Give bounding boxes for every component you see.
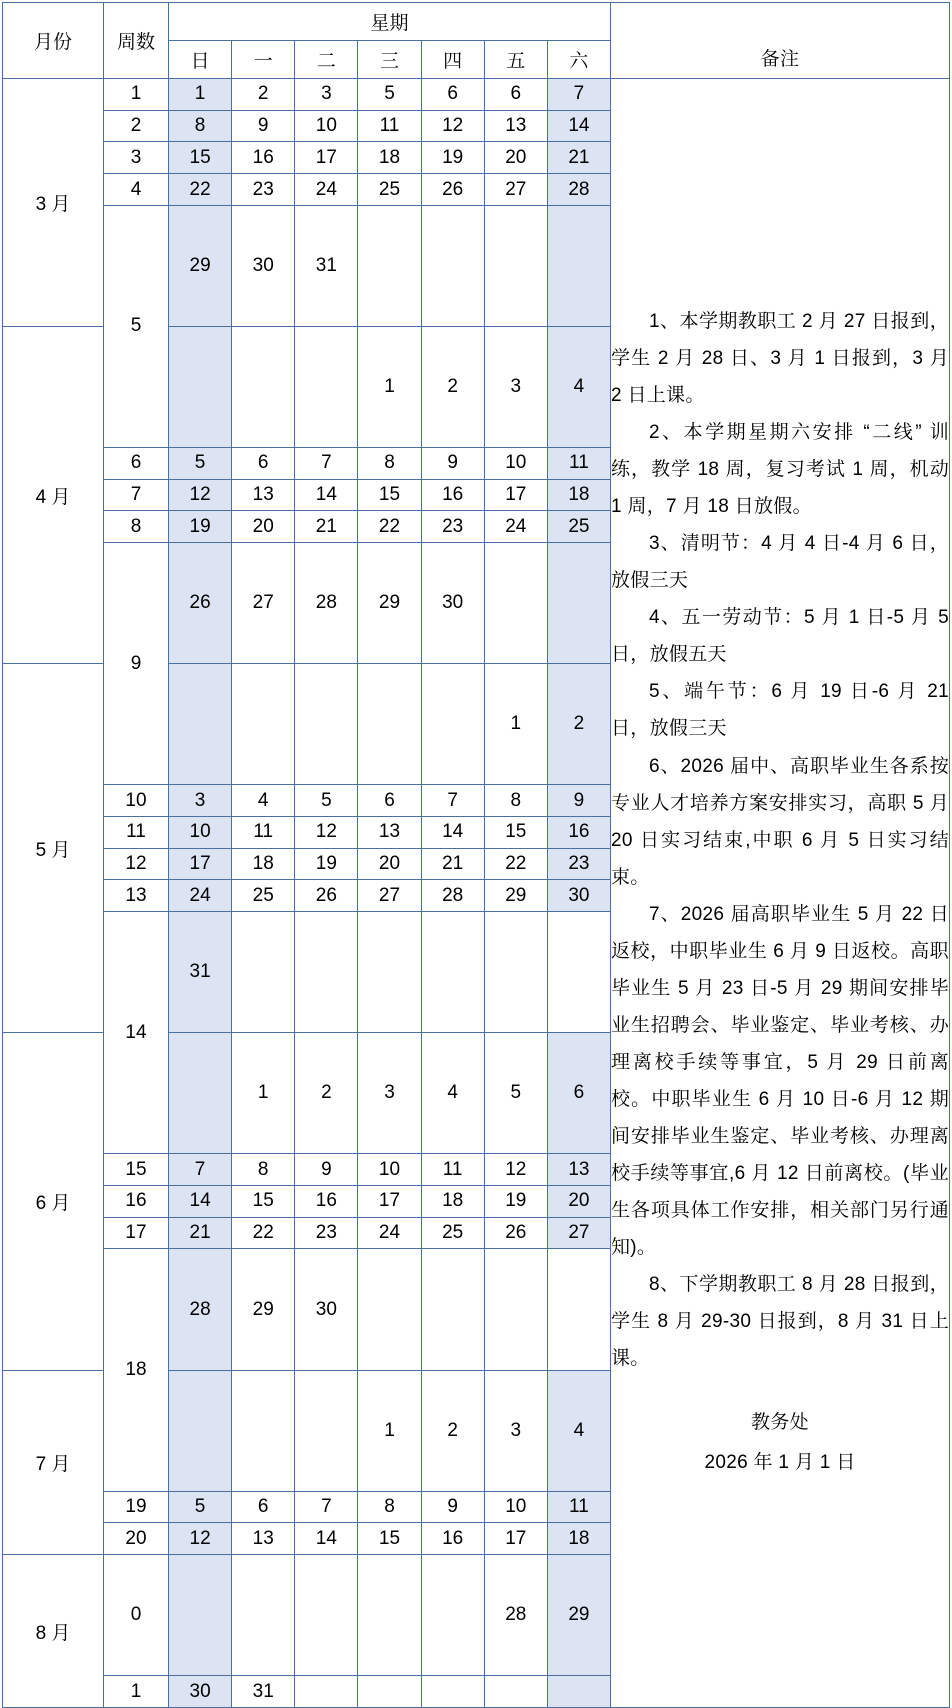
- day-cell: [421, 1249, 484, 1370]
- week-number-cell: 15: [104, 1154, 169, 1186]
- day-cell: 18: [232, 848, 295, 880]
- header-week-number: 周数: [104, 3, 169, 79]
- week-number-cell: 8: [104, 511, 169, 543]
- day-cell: 5: [169, 448, 232, 480]
- day-cell: 10: [484, 1491, 547, 1523]
- day-cell: 28: [484, 1555, 547, 1676]
- day-cell: 9: [421, 448, 484, 480]
- day-cell: 15: [232, 1186, 295, 1218]
- remark-item: 8、下学期教职工 8 月 28 日报到，学生 8 月 29-30 日报到，8 月 31 日上课。: [611, 1274, 949, 1370]
- day-cell: [295, 664, 358, 785]
- day-cell: 16: [421, 479, 484, 511]
- week-number-cell: 19: [104, 1491, 169, 1523]
- day-cell: 26: [169, 543, 232, 664]
- day-cell: 12: [169, 479, 232, 511]
- day-cell: 3: [295, 79, 358, 111]
- week-number-cell: 20: [104, 1523, 169, 1555]
- week-number-cell: 7: [104, 479, 169, 511]
- day-cell: [421, 1676, 484, 1708]
- day-cell: 2: [421, 1370, 484, 1491]
- day-cell: 24: [484, 511, 547, 543]
- day-cell: [484, 543, 547, 664]
- week-number-cell: 13: [104, 880, 169, 912]
- day-cell: 23: [295, 1217, 358, 1249]
- day-cell: 31: [169, 912, 232, 1033]
- day-cell: 18: [421, 1186, 484, 1218]
- week-number-cell: 18: [104, 1249, 169, 1491]
- day-cell: [295, 1555, 358, 1676]
- day-cell: 25: [547, 511, 610, 543]
- signature-block: [611, 1403, 949, 1483]
- day-cell: [547, 912, 610, 1033]
- day-cell: 17: [169, 848, 232, 880]
- day-cell: 13: [358, 817, 421, 849]
- calendar-row: [3, 79, 950, 111]
- day-cell: [547, 543, 610, 664]
- day-cell: 8: [484, 785, 547, 817]
- day-cell: 7: [295, 1491, 358, 1523]
- day-cell: 14: [169, 1186, 232, 1218]
- day-cell: 24: [169, 880, 232, 912]
- day-cell: 5: [358, 79, 421, 111]
- day-cell: 21: [295, 511, 358, 543]
- day-cell: [169, 1370, 232, 1491]
- remark-item: 3、清明节：4 月 4 日-4 月 6 日，放假三天: [611, 533, 949, 592]
- day-cell: 13: [547, 1154, 610, 1186]
- day-cell: 26: [421, 174, 484, 206]
- day-cell: 8: [232, 1154, 295, 1186]
- day-cell: 6: [232, 1491, 295, 1523]
- day-cell: [169, 664, 232, 785]
- day-cell: [232, 664, 295, 785]
- day-cell: 9: [421, 1491, 484, 1523]
- day-cell: 28: [169, 1249, 232, 1370]
- day-cell: 24: [295, 174, 358, 206]
- day-cell: [358, 1676, 421, 1708]
- day-cell: 15: [358, 1523, 421, 1555]
- week-number-cell: 12: [104, 848, 169, 880]
- week-number-cell: 3: [104, 142, 169, 174]
- day-cell: 12: [484, 1154, 547, 1186]
- day-cell: 29: [169, 205, 232, 326]
- day-cell: 2: [232, 79, 295, 111]
- remark-item: 6、2026 届中、高职毕业生各系按专业人才培养方案安排实习，高职 5 月 20 日实习结束,中职 6 月 5 日实习结束。: [611, 755, 949, 888]
- day-cell: 10: [358, 1154, 421, 1186]
- week-number-cell: 2: [104, 110, 169, 142]
- day-cell: [358, 912, 421, 1033]
- day-cell: 14: [421, 817, 484, 849]
- day-cell: 27: [484, 174, 547, 206]
- day-cell: 10: [295, 110, 358, 142]
- header-weekday-tue: 二: [295, 41, 358, 79]
- day-cell: 14: [295, 1523, 358, 1555]
- day-cell: 13: [232, 1523, 295, 1555]
- day-cell: [484, 205, 547, 326]
- day-cell: 19: [169, 511, 232, 543]
- day-cell: 26: [484, 1217, 547, 1249]
- day-cell: 7: [421, 785, 484, 817]
- day-cell: [232, 1370, 295, 1491]
- day-cell: 1: [232, 1033, 295, 1154]
- month-cell-1: 3 月: [3, 79, 104, 327]
- remark-item: 2、本学期星期六安排 “二线” 训练，教学 18 周，复习考试 1 周，机动 1 周，7 月 18 日放假。: [611, 422, 949, 518]
- day-cell: 28: [547, 174, 610, 206]
- day-cell: 30: [295, 1249, 358, 1370]
- day-cell: 8: [358, 448, 421, 480]
- day-cell: [547, 205, 610, 326]
- day-cell: 28: [421, 880, 484, 912]
- day-cell: [295, 1676, 358, 1708]
- day-cell: 19: [295, 848, 358, 880]
- day-cell: [295, 326, 358, 447]
- day-cell: 6: [547, 1033, 610, 1154]
- day-cell: 4: [421, 1033, 484, 1154]
- day-cell: 12: [421, 110, 484, 142]
- signature-office: 教务处: [751, 1412, 809, 1434]
- header-weekday-wed: 三: [358, 41, 421, 79]
- day-cell: 17: [358, 1186, 421, 1218]
- remark-item: 5、端午节：6 月 19 日-6 月 21 日，放假三天: [611, 681, 949, 740]
- day-cell: [358, 1249, 421, 1370]
- day-cell: 16: [547, 817, 610, 849]
- day-cell: 12: [169, 1523, 232, 1555]
- day-cell: 2: [295, 1033, 358, 1154]
- header-remark: 备注: [611, 3, 950, 79]
- day-cell: 3: [484, 1370, 547, 1491]
- header-weekday-group: 星期: [169, 3, 611, 41]
- table-header: [3, 3, 950, 79]
- week-number-cell: 0: [104, 1555, 169, 1676]
- day-cell: 22: [484, 848, 547, 880]
- day-cell: 28: [295, 543, 358, 664]
- header-weekday-sun: 日: [169, 41, 232, 79]
- day-cell: 6: [358, 785, 421, 817]
- day-cell: 10: [484, 448, 547, 480]
- day-cell: 11: [358, 110, 421, 142]
- day-cell: 7: [295, 448, 358, 480]
- week-number-cell: 10: [104, 785, 169, 817]
- remarks-cell: [611, 79, 950, 1708]
- day-cell: 1: [169, 79, 232, 111]
- day-cell: 5: [484, 1033, 547, 1154]
- day-cell: 29: [232, 1249, 295, 1370]
- day-cell: 22: [358, 511, 421, 543]
- day-cell: 7: [169, 1154, 232, 1186]
- day-cell: 19: [484, 1186, 547, 1218]
- day-cell: 11: [421, 1154, 484, 1186]
- day-cell: 23: [421, 511, 484, 543]
- week-number-cell: 16: [104, 1186, 169, 1218]
- day-cell: 17: [295, 142, 358, 174]
- day-cell: 3: [484, 326, 547, 447]
- day-cell: [232, 912, 295, 1033]
- day-cell: 30: [547, 880, 610, 912]
- header-month: 月份: [3, 3, 104, 79]
- signature-date: 2026 年 1 月 1 日: [704, 1452, 856, 1474]
- day-cell: 13: [484, 110, 547, 142]
- day-cell: [232, 1555, 295, 1676]
- day-cell: 21: [547, 142, 610, 174]
- day-cell: 26: [295, 880, 358, 912]
- day-cell: 3: [169, 785, 232, 817]
- day-cell: 21: [421, 848, 484, 880]
- day-cell: 1: [484, 664, 547, 785]
- day-cell: 16: [421, 1523, 484, 1555]
- day-cell: 2: [547, 664, 610, 785]
- week-number-cell: 9: [104, 543, 169, 785]
- day-cell: 14: [547, 110, 610, 142]
- day-cell: 6: [421, 79, 484, 111]
- day-cell: 25: [421, 1217, 484, 1249]
- day-cell: [421, 1555, 484, 1676]
- day-cell: 9: [547, 785, 610, 817]
- day-cell: 16: [232, 142, 295, 174]
- day-cell: 15: [169, 142, 232, 174]
- day-cell: 18: [547, 1523, 610, 1555]
- week-number-cell: 17: [104, 1217, 169, 1249]
- header-weekday-thu: 四: [421, 41, 484, 79]
- day-cell: 14: [295, 479, 358, 511]
- day-cell: 23: [232, 174, 295, 206]
- day-cell: 4: [547, 1370, 610, 1491]
- day-cell: [232, 326, 295, 447]
- header-weekday-mon: 一: [232, 41, 295, 79]
- day-cell: 18: [358, 142, 421, 174]
- day-cell: [547, 1676, 610, 1708]
- day-cell: 23: [547, 848, 610, 880]
- day-cell: [484, 912, 547, 1033]
- day-cell: 27: [358, 880, 421, 912]
- day-cell: 12: [295, 817, 358, 849]
- month-cell-4: 6 月: [3, 1033, 104, 1370]
- day-cell: [421, 664, 484, 785]
- day-cell: 6: [484, 79, 547, 111]
- day-cell: 20: [484, 142, 547, 174]
- day-cell: 1: [358, 1370, 421, 1491]
- day-cell: 8: [169, 110, 232, 142]
- academic-calendar-table: [2, 2, 950, 1708]
- week-number-cell: 5: [104, 205, 169, 447]
- day-cell: 15: [358, 479, 421, 511]
- day-cell: 17: [484, 1523, 547, 1555]
- week-number-cell: 4: [104, 174, 169, 206]
- day-cell: 18: [547, 479, 610, 511]
- day-cell: [421, 205, 484, 326]
- day-cell: 19: [421, 142, 484, 174]
- day-cell: 13: [232, 479, 295, 511]
- day-cell: 21: [169, 1217, 232, 1249]
- day-cell: 7: [547, 79, 610, 111]
- header-row-1: [3, 3, 950, 41]
- day-cell: 20: [232, 511, 295, 543]
- day-cell: 5: [295, 785, 358, 817]
- day-cell: [484, 1249, 547, 1370]
- day-cell: 29: [358, 543, 421, 664]
- day-cell: [358, 664, 421, 785]
- day-cell: [547, 1249, 610, 1370]
- day-cell: 27: [547, 1217, 610, 1249]
- day-cell: [169, 326, 232, 447]
- day-cell: 17: [484, 479, 547, 511]
- day-cell: [169, 1033, 232, 1154]
- day-cell: 25: [232, 880, 295, 912]
- day-cell: 22: [169, 174, 232, 206]
- day-cell: 10: [169, 817, 232, 849]
- day-cell: [421, 912, 484, 1033]
- day-cell: 31: [295, 205, 358, 326]
- remark-item: 1、本学期教职工 2 月 27 日报到，学生 2 月 28 日、3 月 1 日报到，3 月 2 日上课。: [611, 310, 949, 407]
- day-cell: 11: [232, 817, 295, 849]
- day-cell: 31: [232, 1676, 295, 1708]
- day-cell: 8: [358, 1491, 421, 1523]
- day-cell: [295, 912, 358, 1033]
- day-cell: 30: [232, 205, 295, 326]
- header-weekday-sat: 六: [547, 41, 610, 79]
- day-cell: [169, 1555, 232, 1676]
- month-cell-3: 5 月: [3, 664, 104, 1033]
- day-cell: 6: [232, 448, 295, 480]
- day-cell: 30: [169, 1676, 232, 1708]
- day-cell: [358, 1555, 421, 1676]
- day-cell: 25: [358, 174, 421, 206]
- remark-item: 7、2026 届高职毕业生 5 月 22 日返校，中职毕业生 6 月 9 日返校。高职毕业生 5 月 23 日-5 月 29 期间安排毕业生招聘会、毕业鉴定、毕业考核、办理离校手续等事宜，5 月 29 日前离校。中职毕业生 6 月 10 日-6 月 12 期间安排毕业生鉴定、毕业考核、办理离校手续等事宜,6 月 12 日前离校。(毕业生各项具体工作安排，相关部门另行通知)。: [611, 903, 949, 1259]
- day-cell: 5: [169, 1491, 232, 1523]
- day-cell: 11: [547, 448, 610, 480]
- day-cell: 30: [421, 543, 484, 664]
- day-cell: [295, 1370, 358, 1491]
- day-cell: 27: [232, 543, 295, 664]
- day-cell: 20: [547, 1186, 610, 1218]
- week-number-cell: 1: [104, 79, 169, 111]
- day-cell: 20: [358, 848, 421, 880]
- header-weekday-fri: 五: [484, 41, 547, 79]
- month-cell-6: 8 月: [3, 1555, 104, 1708]
- week-number-cell: 14: [104, 912, 169, 1154]
- day-cell: 2: [421, 326, 484, 447]
- week-number-cell: 1: [104, 1676, 169, 1708]
- week-number-cell: 11: [104, 817, 169, 849]
- day-cell: 24: [358, 1217, 421, 1249]
- day-cell: 15: [484, 817, 547, 849]
- remark-item: 4、五一劳动节：5 月 1 日-5 月 5 日，放假五天: [611, 607, 949, 666]
- day-cell: 29: [484, 880, 547, 912]
- day-cell: 4: [547, 326, 610, 447]
- day-cell: [484, 1676, 547, 1708]
- day-cell: 22: [232, 1217, 295, 1249]
- table-body: [3, 79, 950, 1708]
- week-number-cell: 6: [104, 448, 169, 480]
- month-cell-2: 4 月: [3, 326, 104, 663]
- day-cell: 16: [295, 1186, 358, 1218]
- day-cell: 9: [295, 1154, 358, 1186]
- day-cell: 11: [547, 1491, 610, 1523]
- day-cell: [358, 205, 421, 326]
- day-cell: 9: [232, 110, 295, 142]
- day-cell: 4: [232, 785, 295, 817]
- day-cell: 29: [547, 1555, 610, 1676]
- day-cell: 1: [358, 326, 421, 447]
- day-cell: 3: [358, 1033, 421, 1154]
- month-cell-5: 7 月: [3, 1370, 104, 1555]
